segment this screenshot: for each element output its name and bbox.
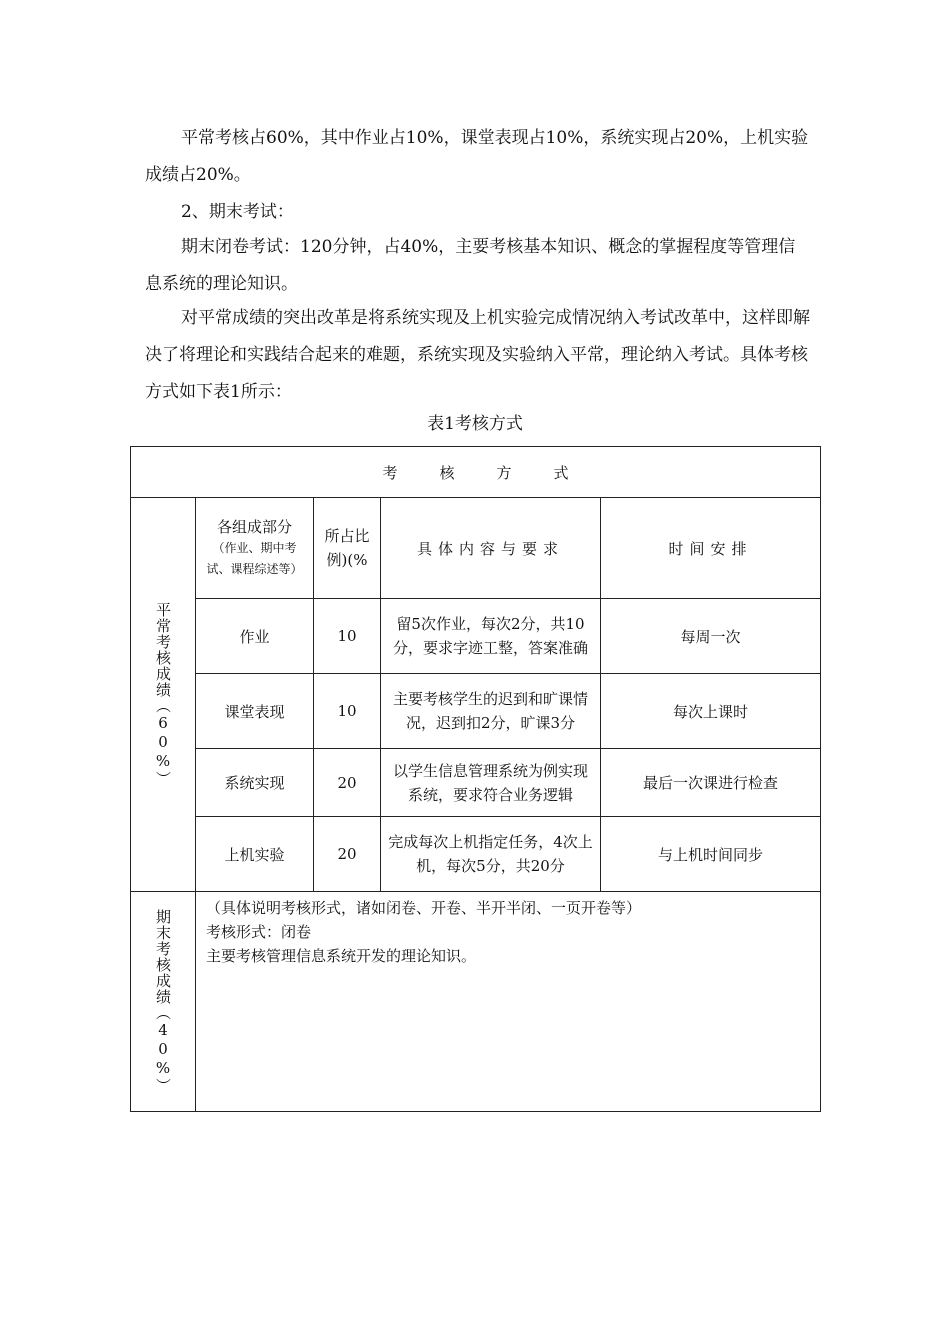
paragraph-final-exam-heading: 2、期末考试： bbox=[181, 202, 294, 222]
table-row bbox=[131, 817, 821, 892]
row-ratio: 20 bbox=[314, 817, 381, 892]
paragraph-final-exam: 期末闭卷考试：120分钟，占40%，主要考核基本知识、概念的掌握程度等管理信息系统的理论知识。 bbox=[145, 237, 796, 294]
row-content-cell bbox=[381, 749, 601, 817]
row-content: 以学生信息管理系统为例实现系统，要求符合业务逻辑 bbox=[392, 761, 588, 804]
row-name: 上机实验 bbox=[196, 817, 314, 892]
row-content-cell bbox=[381, 817, 601, 892]
header-component: 各组成部分 bbox=[216, 517, 292, 536]
usual-score-label: 平常考核成绩（60%） bbox=[154, 602, 172, 787]
row-schedule: 最后一次课进行检查 bbox=[601, 749, 821, 817]
table-caption: 表1考核方式 bbox=[427, 414, 523, 434]
row-ratio: 20 bbox=[314, 749, 381, 817]
final-description-cell bbox=[196, 892, 821, 1112]
usual-score-label-cell bbox=[131, 498, 196, 892]
row-name: 作业 bbox=[196, 599, 314, 674]
row-name: 系统实现 bbox=[196, 749, 314, 817]
table-row bbox=[131, 749, 821, 817]
header-content-cell bbox=[381, 498, 601, 599]
row-schedule: 每次上课时 bbox=[601, 674, 821, 749]
final-score-label: 期末考核成绩（40%） bbox=[154, 909, 172, 1094]
row-content: 完成每次上机指定任务，4次上机，每次5分，共20分 bbox=[388, 833, 593, 875]
row-ratio: 10 bbox=[314, 599, 381, 674]
header-component-note: （作业、期中考试、课程综述等） bbox=[206, 540, 303, 576]
header-component-cell bbox=[196, 498, 314, 599]
table-title: 考核方式 bbox=[131, 447, 821, 498]
row-content-cell bbox=[381, 599, 601, 674]
final-score-label-cell bbox=[131, 892, 196, 1112]
header-schedule-cell bbox=[601, 498, 821, 599]
final-note: （具体说明考核形式，诸如闭卷、开卷、半开半闭、一页开卷等） bbox=[206, 899, 642, 917]
row-content: 留5次作业，每次2分，共10分，要求字迹工整，答案准确 bbox=[392, 615, 588, 657]
header-schedule: 时间安排 bbox=[668, 539, 753, 558]
row-ratio: 10 bbox=[314, 674, 381, 749]
final-form: 考核形式：闭卷 bbox=[206, 923, 312, 941]
header-content: 具体内容与要求 bbox=[416, 539, 564, 558]
row-content-cell bbox=[381, 674, 601, 749]
row-content: 主要考核学生的迟到和旷课情况，迟到扣2分，旷课3分 bbox=[392, 690, 588, 732]
assessment-table bbox=[130, 446, 821, 1112]
table-row bbox=[131, 599, 821, 674]
table-row bbox=[131, 674, 821, 749]
paragraph-reform: 对平常成绩的突出改革是将系统实现及上机实验完成情况纳入考试改革中，这样即解决了将理论和实践结合起来的难题，系统实现及实验纳入平常，理论纳入考试。具体考核方式如下表1所示： bbox=[145, 308, 810, 402]
header-ratio-cell bbox=[314, 498, 381, 599]
row-schedule: 每周一次 bbox=[601, 599, 821, 674]
row-schedule: 与上机时间同步 bbox=[601, 817, 821, 892]
header-ratio: 所占比例)(% bbox=[324, 527, 370, 569]
paragraph-usual-assessment: 平常考核占60%，其中作业占10%，课堂表现占10%，系统实现占20%，上机实验成绩占20%。 bbox=[145, 128, 809, 185]
row-name: 课堂表现 bbox=[196, 674, 314, 749]
final-content: 主要考核管理信息系统开发的理论知识。 bbox=[206, 947, 477, 965]
